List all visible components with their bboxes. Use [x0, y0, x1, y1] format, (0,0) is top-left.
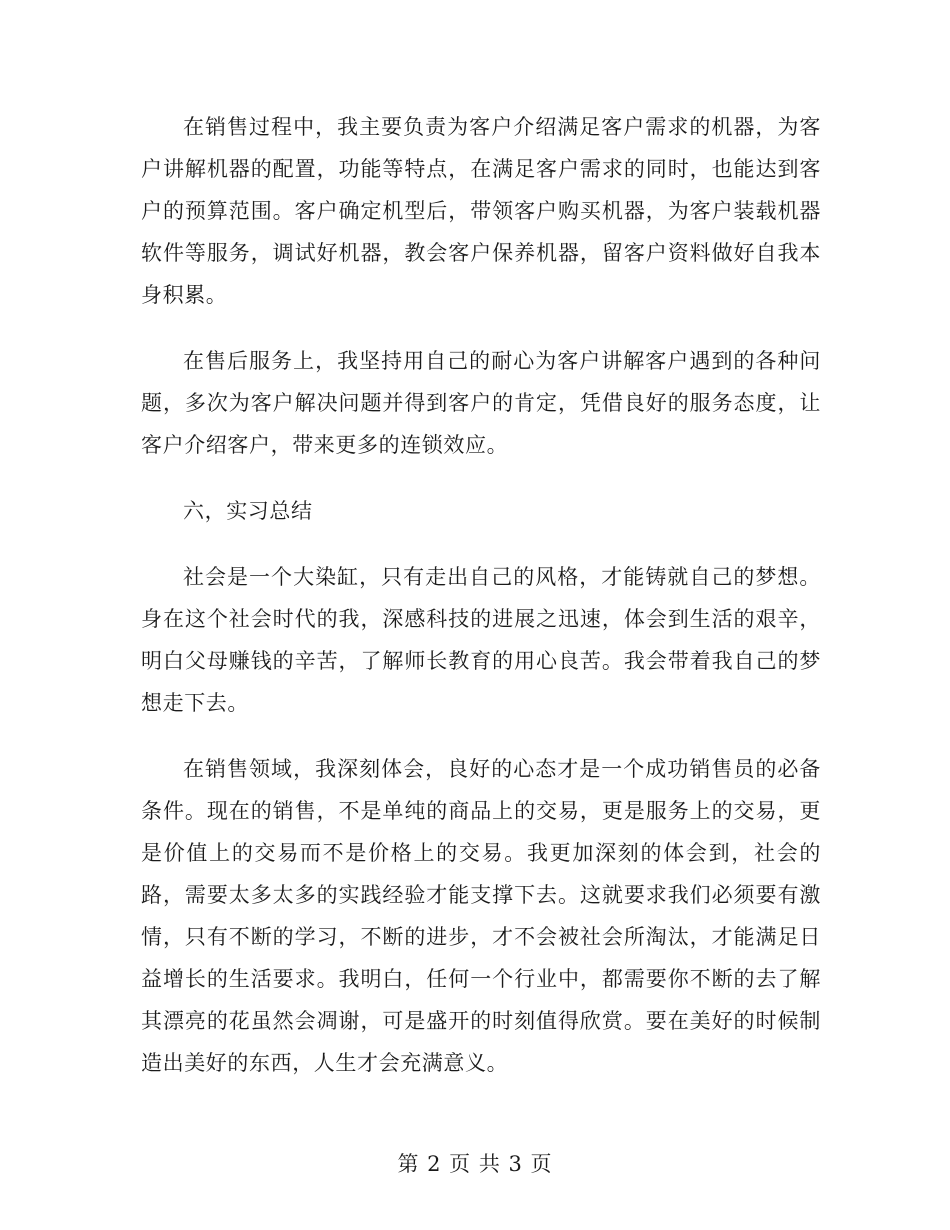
paragraph-sales-field: 在销售领域，我深刻体会，良好的心态才是一个成功销售员的必备条件。现在的销售，不是单纯的商品上的交易，更是服务上的交易，更是价值上的交易而不是价格上的交易。我更加深刻的体会到，社会的路，需要太多太多的实践经验才能支撑下去。这就要求我们必须要有激情，只有不断的学习，不断的进步，才不会被社会所淘汰，才能满足日益增长的生活要求。我明白，任何一个行业中，都需要你不断的去了解其漂亮的花虽然会凋谢，可是盛开的时刻值得欣赏。要在美好的时候制造出美好的东西，人生才会充满意义。	[141, 757, 821, 1075]
document-body	[141, 106, 821, 1108]
paragraph-society: 社会是一个大染缸，只有走出自己的风格，才能铸就自己的梦想。身在这个社会时代的我，深感科技的进展之迅速，体会到生活的艰辛，明白父母赚钱的辛苦，了解师长教育的用心良苦。我会带着我自己的梦想走下去。	[141, 565, 821, 715]
paragraph-sales-process: 在销售过程中，我主要负责为客户介绍满足客户需求的机器，为客户讲解机器的配置，功能等特点，在满足客户需求的同时，也能达到客户的预算范围。客户确定机型后，带领客户购买机器，为客户装载机器软件等服务，调试好机器，教会客户保养机器，留客户资料做好自我本身积累。	[141, 115, 821, 307]
paragraph-after-sales: 在售后服务上，我坚持用自己的耐心为客户讲解客户遇到的各种问题，多次为客户解决问题并得到客户的肯定，凭借良好的服务态度，让客户介绍客户，带来更多的连锁效应。	[141, 349, 821, 457]
page-number-footer: 第 2 页 共 3 页	[397, 1152, 553, 1176]
section-heading-summary: 六，实习总结	[183, 499, 313, 523]
